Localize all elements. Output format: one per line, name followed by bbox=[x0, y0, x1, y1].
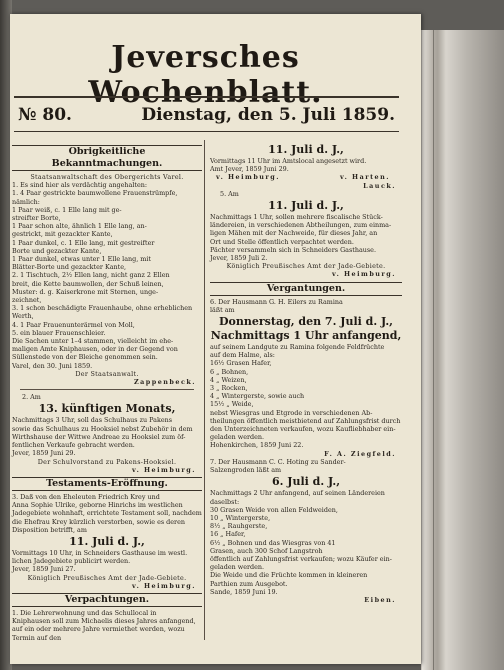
text-line: nebst Wiesgras und Etgrode in verschiedenen Ab- bbox=[210, 408, 373, 417]
text-line: Grasen, auch 300 Schof Langstroh bbox=[210, 546, 323, 555]
text-line: den Unterzeichneten verkaufen, wozu Kaufliebhaber ein- bbox=[210, 425, 396, 434]
text-line: Pächter versammeln sich in Schneiders Gasthause. bbox=[210, 245, 376, 254]
masthead-title: Jeversches Wochenblatt. bbox=[88, 40, 323, 110]
text-line: 6 „ Bohnen, bbox=[210, 367, 249, 376]
text-line: auf seinem Landgute zu Ramina folgende Feldfrüchte bbox=[210, 343, 385, 352]
office-name: Königlich Preußisches Amt der Jade-Gebiete. bbox=[226, 262, 386, 271]
text-line: sowie das Schulhaus zu Hooksiel nebst Zubehör in dem bbox=[12, 424, 193, 433]
signature-row bbox=[210, 173, 402, 181]
text-line: 3 „ Rocken, bbox=[210, 384, 248, 393]
separator bbox=[20, 389, 194, 390]
text-line: Jever, 1859 Juli 2. bbox=[210, 254, 268, 263]
notice-date-heading: Donnerstag, den 7. Juli d. J., bbox=[219, 315, 393, 329]
text-line: 3. Daß von den Eheleuten Friedrich Krey und bbox=[12, 492, 160, 501]
text-line: 30 Grasen Weide von allen Feldweiden, bbox=[210, 505, 338, 514]
text-line: öffentlich auf Zahlungsfrist verkaufen; wozu Käufer ein- bbox=[210, 554, 392, 563]
text-line: Amt Jever, 1859 Juni 29. bbox=[210, 165, 289, 174]
text-line: 16½ Grasen Hafer, bbox=[210, 359, 272, 368]
signature: v. Harten. bbox=[340, 173, 390, 182]
notice-lead: 5. Am bbox=[220, 189, 239, 198]
text-line: auf dem Halme, als: bbox=[210, 351, 275, 360]
notice-body bbox=[210, 343, 402, 450]
text-line: Salzengroden läßt am bbox=[210, 466, 282, 475]
office-name: Königlich Preußisches Amt der Jade-Gebiete. bbox=[27, 573, 187, 582]
text-line: daselbst: bbox=[210, 497, 240, 506]
office-name: Der Schulvorstand zu Pakens-Hooksiel. bbox=[37, 457, 177, 466]
text-line: Varel, den 30. Juni 1859. bbox=[12, 361, 93, 370]
signature: v. Heimburg. bbox=[132, 581, 196, 590]
text-line: Borte und gezackter Kante, bbox=[12, 246, 102, 255]
text-line: 8½ „ Rauhgerste, bbox=[210, 522, 268, 531]
text-line: 6½ „ Bohnen und das Wiesgras von 41 bbox=[210, 538, 336, 547]
text-line: läßt am bbox=[210, 305, 235, 314]
column-divider bbox=[204, 140, 205, 640]
section-subheading: Staatsanwaltschaft des Obergerichts Varel. bbox=[30, 173, 184, 181]
text-line: Werth, bbox=[12, 312, 34, 321]
signature: Lauck. bbox=[363, 181, 396, 190]
text-line: Disposition betrifft, am bbox=[12, 525, 87, 534]
text-line: Sande, 1859 Juni 19. bbox=[210, 587, 278, 596]
text-line: Vormittags 10 Uhr, in Schneiders Gasthause im westl. bbox=[12, 548, 188, 557]
text-line: geladen werden. bbox=[210, 433, 265, 442]
text-line: geladen werden. bbox=[210, 563, 265, 572]
notice-body bbox=[12, 181, 202, 370]
text-line: nämlich: bbox=[12, 197, 40, 206]
section-heading-leases: Verpachtungen. bbox=[12, 593, 202, 607]
text-line: ländereien, in verschiedenen Abtheilungen, zum einma- bbox=[210, 221, 392, 230]
text-line: maligen Amte Kniphausen, oder in der Gegend von bbox=[12, 345, 178, 354]
issue-line bbox=[14, 96, 399, 132]
notice-body bbox=[210, 213, 402, 262]
notice-date-heading: 6. Juli d. J., bbox=[271, 475, 341, 489]
text-line: Hohenkirchen, 1859 Juni 22. bbox=[210, 441, 304, 450]
text-line: 4 „ Wintergerste, sowie auch bbox=[210, 392, 305, 401]
text-line: breit, die Kette baumwollen, der Schuß leinen, bbox=[12, 279, 164, 288]
notice-date-heading: 13. künftigen Monats, bbox=[38, 402, 176, 416]
notice-body bbox=[210, 298, 402, 314]
text-line: zeichnet, bbox=[12, 296, 42, 305]
notice-time-heading: Nachmittags 1 Uhr anfangend, bbox=[210, 329, 402, 343]
text-line: Vormittags 11 Uhr im Amtslocal angesetzt wird. bbox=[210, 157, 367, 165]
text-line: Blätter-Borte und gezackter Kante, bbox=[12, 263, 127, 272]
signature: v. Heimburg. bbox=[132, 465, 196, 474]
text-line: 2. 1 Tischtuch, 2½ Ellen lang, nicht ganz 2 Ellen bbox=[12, 271, 170, 280]
text-line: Anna Sophie Ulrike, geborne Hinrichs im westlichen bbox=[12, 501, 183, 510]
text-line: Süllenstede von der Bleiche genommen sein. bbox=[12, 353, 158, 362]
issue-number: № 80. bbox=[18, 104, 72, 125]
text-line: 1 Paar dunkel, etwas unter 1 Elle lang, mit bbox=[12, 255, 151, 264]
notice-body bbox=[12, 549, 202, 574]
notice-lead: 2. Am bbox=[22, 393, 41, 402]
page-stack-edge bbox=[422, 30, 434, 670]
signature: F. A. Ziegfeld. bbox=[324, 449, 396, 458]
text-line: 1. Die Lehrerwohnung und das Schullocal in bbox=[12, 608, 157, 617]
text-line: 5. ein blauer Frauenschleier. bbox=[12, 328, 106, 337]
text-line: streifter Borte, bbox=[12, 214, 61, 223]
text-line: lichen Jadegebiete publicirt werden. bbox=[12, 557, 131, 566]
signature: v. Heimburg. bbox=[332, 270, 396, 279]
text-line: auf ein oder mehrere Jahre vermiethet werden, wozu bbox=[12, 625, 185, 634]
text-line: Jever, 1859 Juni 29. bbox=[12, 449, 76, 458]
text-line: 6. Der Hausmann G. H. Eilers zu Ramina bbox=[210, 297, 343, 306]
text-line: Ort und Stelle öffentlich verpachtet werden. bbox=[210, 237, 354, 246]
notice-date-heading: 11. Juli d. J., bbox=[268, 199, 344, 213]
text-line: Die Sachen unter 1–4 stammen, vielleicht im ehe- bbox=[12, 337, 174, 346]
text-line: 1 Paar dunkel, c. 1 Elle lang, mit gestreifter bbox=[12, 238, 155, 247]
text-line: die Ehefrau Krey kürzlich verstorben, sowie es deren bbox=[12, 517, 185, 526]
signature: Eiben. bbox=[364, 595, 396, 604]
text-line: 4. 1 Paar Frauenunterärmel von Moll, bbox=[12, 320, 135, 329]
notice-body bbox=[12, 609, 202, 642]
text-line: Die Weide und die Früchte kommen in kleineren bbox=[210, 571, 368, 580]
text-line: 10 „ Wintergerste, bbox=[210, 513, 271, 522]
text-line: theilungen öffentlich meistbietend auf Zahlungsfrist durch bbox=[210, 416, 401, 425]
section-heading-official: Obrigkeitliche Bekanntmachungen. bbox=[12, 145, 202, 171]
notice-date-heading: 11. Juli d. J., bbox=[268, 143, 344, 156]
left-column bbox=[12, 142, 202, 642]
text-line: Nachmittags 2 Uhr anfangend, auf seinen Ländereien bbox=[210, 489, 385, 498]
text-line: Muster: d. g. Kaiserkrone mit Sternen, unge- bbox=[12, 287, 159, 296]
notice-body bbox=[210, 458, 402, 474]
text-line: 1. Es sind hier als verdächtig angehalten: bbox=[12, 181, 148, 190]
signature: Zappenbeck. bbox=[133, 378, 196, 387]
issue-date: Dienstag, den 5. Juli 1859. bbox=[141, 104, 395, 125]
signature: v. Heimburg. bbox=[216, 173, 280, 182]
notice-body bbox=[12, 416, 202, 457]
text-line: 16 „ Hafer, bbox=[210, 530, 246, 539]
text-line: Jever, 1859 Juni 27. bbox=[12, 565, 76, 574]
text-line: Wirthshause der Wittwe Andreae zu Hooksiel zum öf- bbox=[12, 432, 186, 441]
text-line: Nachmittags 3 Uhr, soll das Schulhaus zu Pakens bbox=[12, 416, 172, 425]
section-heading-auctions: Vergantungen. bbox=[210, 282, 402, 296]
text-line: 1. 4 Paar gestrickte baumwollene Frauenstrümpfe, bbox=[12, 189, 178, 198]
notice-date-heading: 11. Juli d. J., bbox=[69, 534, 145, 548]
notice-body bbox=[12, 493, 202, 534]
text-line: 3. 1 schon beschädigte Frauenhaube, ohne erheblichen bbox=[12, 304, 193, 313]
text-line: fentlichen Verkaufe gebracht werden. bbox=[12, 441, 135, 450]
text-line: 1 Paar schon alte, ähnlich 1 Elle lang, an- bbox=[12, 222, 147, 231]
text-line: Parthien zum Ausgebot. bbox=[210, 579, 288, 588]
text-line: Kniphausen soll zum Michaelis dieses Jahres anfangend, bbox=[12, 617, 196, 626]
text-line: Nachmittags 1 Uhr, sollen mehrere fiscalische Stück- bbox=[210, 213, 383, 222]
text-line: Jadegebiete wohnhaft, errichtete Testament soll, nachdem bbox=[12, 509, 202, 518]
notice-body bbox=[210, 489, 402, 596]
office-name: Der Staatsanwalt. bbox=[75, 369, 139, 378]
text-line: Termin auf den bbox=[12, 633, 62, 642]
notice-body bbox=[210, 157, 402, 173]
text-line: 1 Paar weiß, c. 1 Elle lang mit ge- bbox=[12, 205, 122, 214]
text-line: gestrickt, mit gezackter Kante, bbox=[12, 230, 113, 239]
text-line: 15½ „ Weide, bbox=[210, 400, 254, 409]
text-line: 7. Der Hausmann C. C. Hoting zu Sander- bbox=[210, 457, 346, 466]
right-column bbox=[210, 142, 402, 604]
section-heading-testament: Testaments-Eröffnung. bbox=[12, 477, 202, 491]
text-line: ligen Mähen mit der Nachweide, für dieses Jahr, an bbox=[210, 229, 378, 238]
text-line: 4 „ Weizen, bbox=[210, 375, 247, 384]
